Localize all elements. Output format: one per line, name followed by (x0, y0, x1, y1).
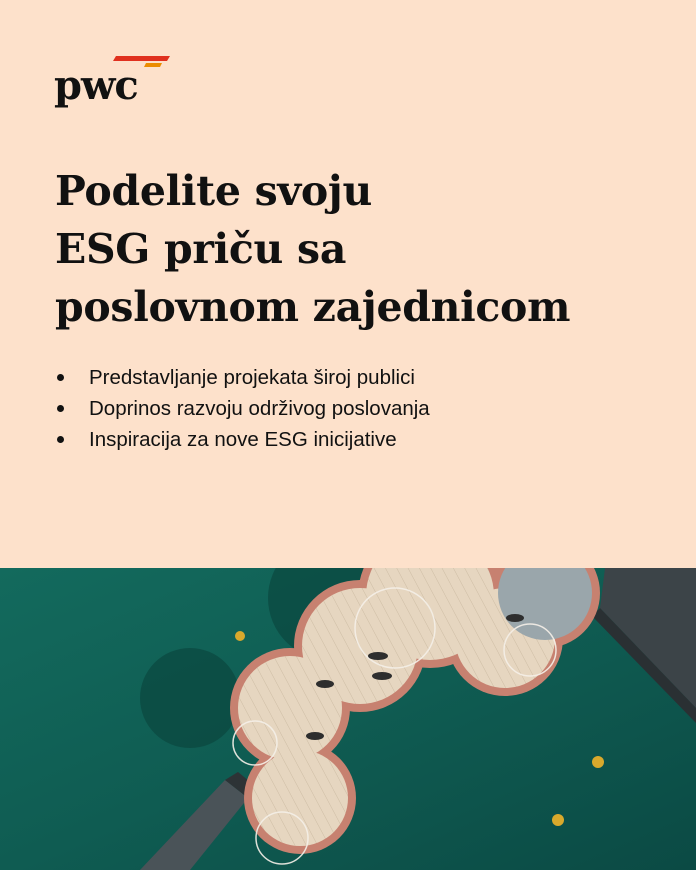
bullet-item (55, 362, 430, 393)
bullet-icon (57, 436, 64, 443)
aerial-bridge-photo (0, 568, 696, 870)
bullet-text: Inspiracija za nove ESG inicijative (89, 428, 397, 451)
logo-text: pwc (54, 62, 138, 109)
bullet-item (55, 393, 430, 424)
bullet-icon (57, 374, 64, 381)
bullet-icon (57, 405, 64, 412)
headline-line-2: ESG priču sa (55, 225, 347, 273)
headline-line-1: Podelite svoju (55, 167, 372, 215)
bullet-list (55, 362, 430, 455)
bullet-text: Predstavljanje projekata široj publici (89, 366, 415, 389)
headline (55, 162, 675, 336)
pwc-logo (54, 52, 174, 116)
bullet-text: Doprinos razvoju održivog poslovanja (89, 397, 430, 420)
headline-line-3: poslovnom zajednicom (55, 283, 571, 331)
aerial-photo-illustration (0, 568, 696, 870)
bullet-item (55, 424, 430, 455)
